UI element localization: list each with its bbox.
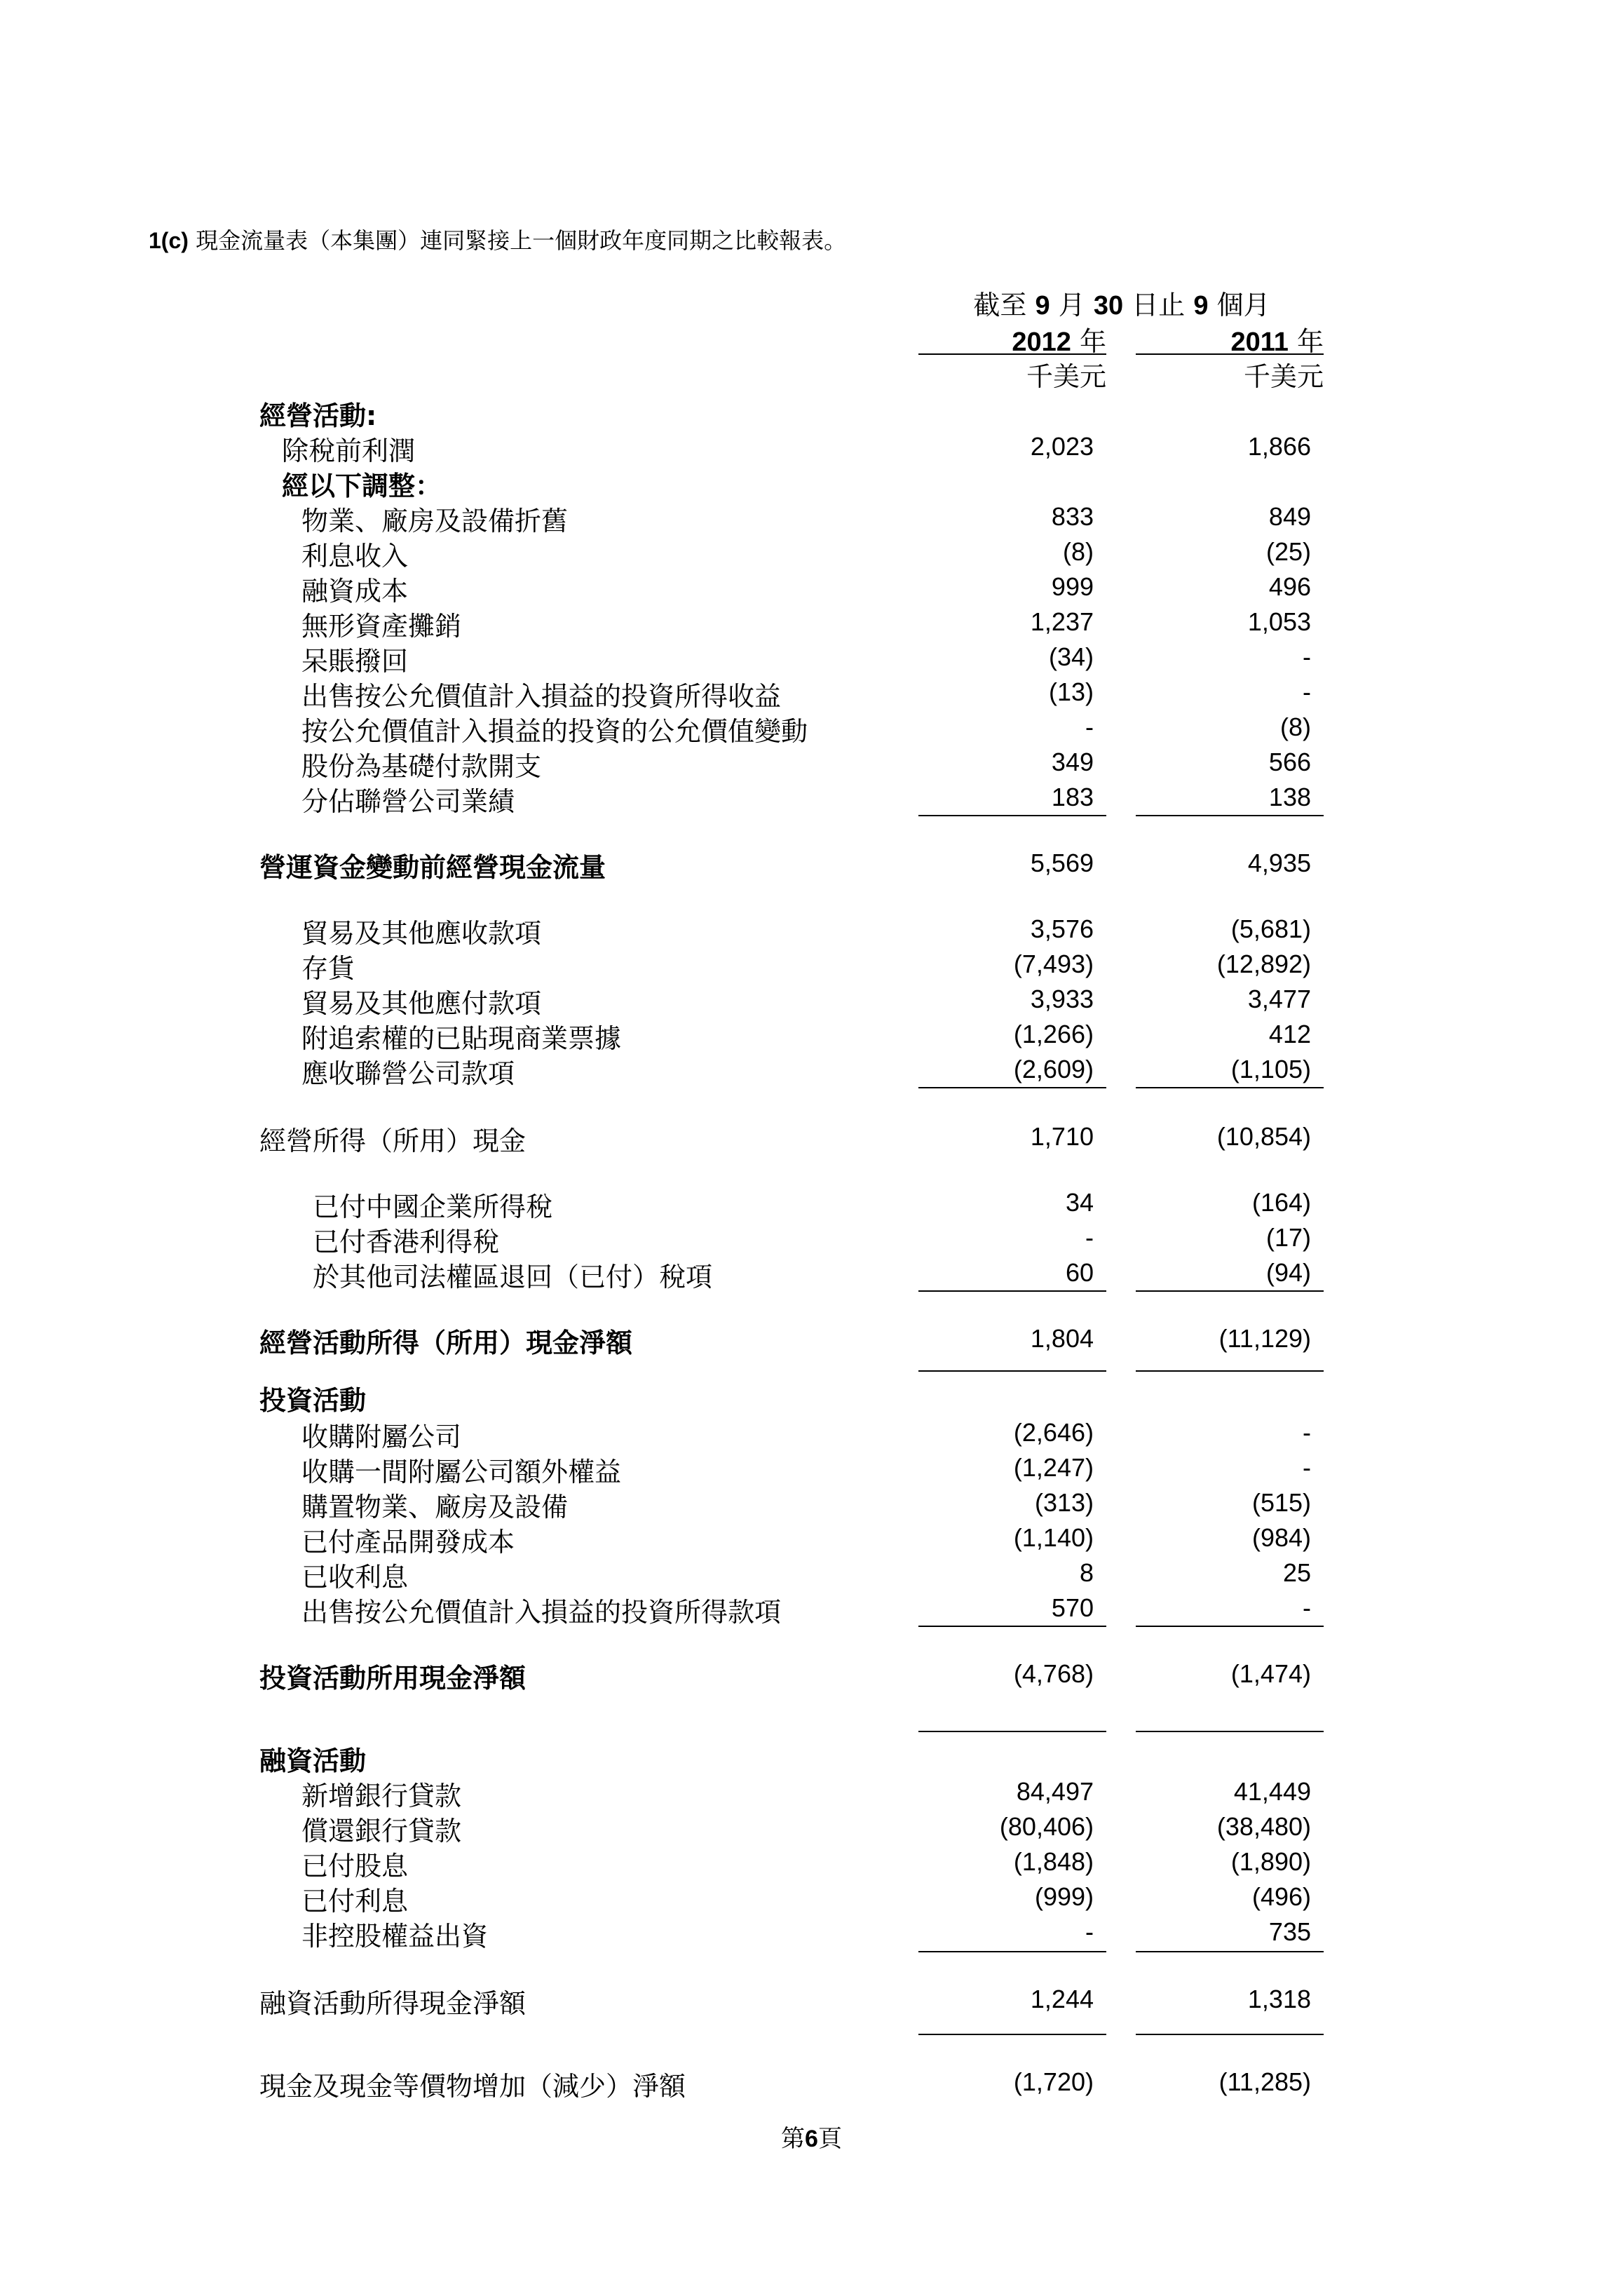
row-label: 出售按公允價值計入損益的投資所得收益 [301, 681, 782, 712]
column-year-suffix: 年 [1079, 326, 1106, 357]
subtotal-rule [1136, 1626, 1324, 1627]
row-label: 投資活動 [259, 1385, 367, 1416]
value-2011: (515) [1251, 1488, 1311, 1517]
column-header-2011 [1136, 320, 1324, 358]
subtotal-rule [918, 1626, 1106, 1627]
value-2012: 2,023 [1030, 432, 1094, 461]
column-unit: 千美元 [1026, 361, 1106, 392]
table-row [0, 745, 1623, 780]
section-code: 1(c) [149, 228, 189, 253]
row-label: 物業、廠房及設備折舊 [301, 506, 569, 536]
value-2012: 8 [1079, 1558, 1094, 1587]
subtotal-rule [918, 1290, 1106, 1292]
column-header-2012 [918, 320, 1106, 358]
value-2011: 3,477 [1247, 985, 1311, 1013]
table-row [0, 1450, 1623, 1485]
column-year: 2012 [1012, 327, 1071, 357]
subtotal-rule [918, 1951, 1106, 1952]
subtotal-row [0, 1119, 1623, 1154]
table-row [0, 1844, 1623, 1882]
value-2012: - [1085, 1223, 1094, 1252]
period-prefix: 截至 [973, 290, 1027, 320]
row-label: 分佔聯營公司業績 [301, 786, 515, 817]
row-label: 融資活動所得現金淨額 [259, 1988, 527, 2019]
period-header [911, 283, 1332, 322]
value-2011: 735 [1268, 1917, 1311, 1946]
value-2011: (11,129) [1218, 1324, 1311, 1353]
row-label: 非控股權益出資 [301, 1921, 489, 1952]
row-label: 出售按公允價值計入損益的投資所得款項 [301, 1597, 782, 1628]
value-2012: (2,609) [1013, 1055, 1094, 1083]
table-row [0, 640, 1623, 675]
table-row [0, 1555, 1623, 1591]
value-2012: (1,140) [1013, 1523, 1094, 1552]
value-2011: - [1303, 1593, 1311, 1622]
table-row [0, 499, 1623, 534]
row-label: 於其他司法權區退回（已付）稅項 [313, 1262, 713, 1292]
value-2011: (1,890) [1230, 1847, 1311, 1876]
column-year: 2011 [1230, 327, 1289, 357]
subtotal-rule [1136, 815, 1324, 816]
row-label: 已付利息 [301, 1886, 409, 1917]
value-2011: (8) [1280, 713, 1311, 741]
row-label: 投資活動所用現金淨額 [259, 1663, 527, 1694]
value-2011: 25 [1282, 1558, 1311, 1587]
subtotal-rule [1136, 1951, 1324, 1952]
section-heading-row [0, 1379, 1623, 1414]
subtotal-row [0, 846, 1623, 881]
row-label: 已付中國企業所得稅 [313, 1191, 553, 1222]
row-label: 已收利息 [301, 1562, 409, 1593]
total-rule [918, 2034, 1106, 2035]
section-heading-row [0, 1739, 1623, 1774]
value-2011: 496 [1268, 572, 1311, 601]
value-2012: 1,244 [1030, 1985, 1094, 2013]
value-2011: - [1303, 1453, 1311, 1482]
value-2012: (7,493) [1013, 950, 1094, 978]
row-label: 新增銀行貸款 [301, 1781, 462, 1811]
row-label: 按公允價值計入損益的投資的公允價值變動 [301, 716, 808, 747]
row-label: 貿易及其他應付款項 [301, 988, 542, 1019]
value-2011: (5,681) [1230, 914, 1311, 943]
table-row [0, 982, 1623, 1017]
table-row [0, 1185, 1623, 1220]
subtotal-rule [1136, 1087, 1324, 1088]
value-2011: 1,053 [1247, 607, 1311, 636]
value-2011: 1,866 [1247, 432, 1311, 461]
value-2012: 34 [1065, 1188, 1094, 1217]
value-2011: (17) [1265, 1223, 1311, 1252]
period-months-suffix: 個月 [1216, 290, 1270, 320]
table-row [0, 710, 1623, 745]
row-label: 收購附屬公司 [301, 1422, 462, 1452]
value-2012: (13) [1048, 677, 1094, 706]
value-2011: 4,935 [1247, 849, 1311, 877]
value-2012: (80,406) [999, 1812, 1094, 1841]
row-label: 附追索權的已貼現商業票據 [301, 1023, 622, 1054]
value-2011: - [1303, 642, 1311, 671]
value-2012: - [1085, 713, 1094, 741]
value-2011: - [1303, 1418, 1311, 1447]
value-2012: (8) [1063, 537, 1094, 566]
value-2011: (94) [1265, 1258, 1311, 1287]
subtotal-rule [1136, 1290, 1324, 1292]
table-row [0, 1809, 1623, 1844]
value-2012: 3,933 [1030, 985, 1094, 1013]
table-row [0, 1220, 1623, 1255]
value-2011: 138 [1268, 783, 1311, 811]
value-2012: (1,266) [1013, 1020, 1094, 1048]
value-2012: (999) [1034, 1882, 1094, 1911]
value-2011: 41,449 [1233, 1777, 1311, 1806]
value-2012: 999 [1051, 572, 1094, 601]
value-2011: (12,892) [1216, 950, 1311, 978]
row-label: 貿易及其他應收款項 [301, 918, 542, 949]
row-label: 經營活動所得（所用）現金淨額 [259, 1328, 633, 1358]
table-row [0, 1415, 1623, 1450]
value-2012: 60 [1065, 1258, 1094, 1287]
table-row [0, 605, 1623, 640]
value-2011: 566 [1268, 748, 1311, 776]
value-2011: - [1303, 677, 1311, 706]
page-prefix: 第 [781, 2125, 806, 2153]
value-2011: (1,105) [1230, 1055, 1311, 1083]
row-label: 經營活動: [259, 400, 377, 431]
row-label: 營運資金變動前經營現金流量 [259, 852, 606, 883]
value-2012: (1,247) [1013, 1453, 1094, 1482]
value-2012: 3,576 [1030, 914, 1094, 943]
row-label: 除稅前利潤 [282, 435, 416, 466]
total-row [0, 1656, 1623, 1694]
value-2011: (1,474) [1230, 1659, 1311, 1688]
value-2012: 1,804 [1030, 1324, 1094, 1353]
row-label: 已付股息 [301, 1851, 409, 1882]
page-value: 6 [805, 2126, 818, 2152]
table-row [0, 780, 1623, 815]
row-label: 現金及現金等價物增加（減少）淨額 [259, 2071, 686, 2102]
page-suffix: 頁 [817, 2125, 842, 2153]
heading-text: 現金流量表（本集團）連同緊接上一個財政年度同期之比較報表。 [188, 227, 847, 254]
table-row [0, 1915, 1623, 1950]
value-2012: (313) [1034, 1488, 1094, 1517]
section-heading-row [0, 394, 1623, 429]
total-rule [1136, 1731, 1324, 1732]
period-month-suffix: 月 [1058, 290, 1085, 320]
value-2012: (34) [1048, 642, 1094, 671]
value-2011: 1,318 [1247, 1985, 1311, 2013]
value-2011: (164) [1251, 1188, 1311, 1217]
table-row [0, 534, 1623, 572]
table-row [0, 1017, 1623, 1052]
value-2012: 5,569 [1030, 849, 1094, 877]
page-number [0, 2119, 1623, 2154]
value-2012: (2,646) [1013, 1418, 1094, 1447]
period-month: 9 [1035, 291, 1050, 320]
row-label: 無形資產攤銷 [301, 611, 462, 642]
table-row [0, 675, 1623, 710]
table-row [0, 1255, 1623, 1290]
value-2011: (25) [1265, 537, 1311, 566]
value-2012: (1,720) [1013, 2067, 1094, 2096]
row-label: 已付產品開發成本 [301, 1527, 515, 1558]
period-day: 30 [1093, 291, 1124, 320]
total-rule [918, 1370, 1106, 1372]
period-day-suffix: 日止 [1132, 290, 1186, 320]
value-2011: (496) [1251, 1882, 1311, 1911]
value-2011: (984) [1251, 1523, 1311, 1552]
value-2011: (38,480) [1216, 1812, 1311, 1841]
total-rule [1136, 1370, 1324, 1372]
value-2012: (1,848) [1013, 1847, 1094, 1876]
table-row [0, 429, 1623, 464]
subtotal-rule [918, 1087, 1106, 1088]
value-2012: 833 [1051, 502, 1094, 531]
value-2012: 570 [1051, 1593, 1094, 1622]
row-label: 融資活動 [259, 1745, 367, 1776]
value-2012: 349 [1051, 748, 1094, 776]
sub-heading-row [0, 464, 1623, 499]
column-year-suffix: 年 [1296, 326, 1324, 357]
value-2012: - [1085, 1917, 1094, 1946]
table-row [0, 1879, 1623, 1915]
value-2012: 1,710 [1030, 1122, 1094, 1151]
row-label: 應收聯營公司款項 [301, 1058, 515, 1089]
table-row [0, 1591, 1623, 1626]
table-row [0, 1052, 1623, 1087]
row-label: 償還銀行貸款 [301, 1816, 462, 1846]
total-row [0, 1321, 1623, 1356]
row-label: 呆賬撥回 [301, 646, 409, 677]
row-label: 經營所得（所用）現金 [259, 1126, 527, 1156]
row-label: 股份為基礎付款開支 [301, 751, 542, 782]
subtotal-rule [918, 815, 1106, 816]
statement-heading [149, 223, 846, 255]
table-row [0, 1485, 1623, 1520]
value-2011: 849 [1268, 502, 1311, 531]
row-label: 已付香港利得稅 [313, 1227, 500, 1257]
table-row [0, 569, 1623, 605]
grand-total-row [0, 2065, 1623, 2100]
row-label: 經以下調整： [282, 471, 442, 501]
table-row [0, 947, 1623, 982]
total-row [0, 1982, 1623, 2017]
value-2012: 183 [1051, 783, 1094, 811]
value-2012: 84,497 [1016, 1777, 1094, 1806]
table-row [0, 1520, 1623, 1558]
total-rule [918, 1731, 1106, 1732]
value-2012: 1,237 [1030, 607, 1094, 636]
row-label: 收購一間附屬公司額外權益 [301, 1457, 622, 1487]
row-label: 購置物業、廠房及設備 [301, 1492, 569, 1522]
row-label: 利息收入 [301, 541, 409, 572]
value-2011: (10,854) [1216, 1122, 1311, 1151]
value-2011: (11,285) [1218, 2067, 1311, 2096]
table-row [0, 912, 1623, 947]
row-label: 存貨 [301, 953, 355, 984]
value-2012: (4,768) [1013, 1659, 1094, 1688]
column-unit: 千美元 [1243, 361, 1324, 392]
total-rule [1136, 2034, 1324, 2035]
row-label: 融資成本 [301, 576, 409, 607]
period-months: 9 [1193, 291, 1209, 320]
table-row [0, 1774, 1623, 1809]
value-2011: 412 [1268, 1020, 1311, 1048]
